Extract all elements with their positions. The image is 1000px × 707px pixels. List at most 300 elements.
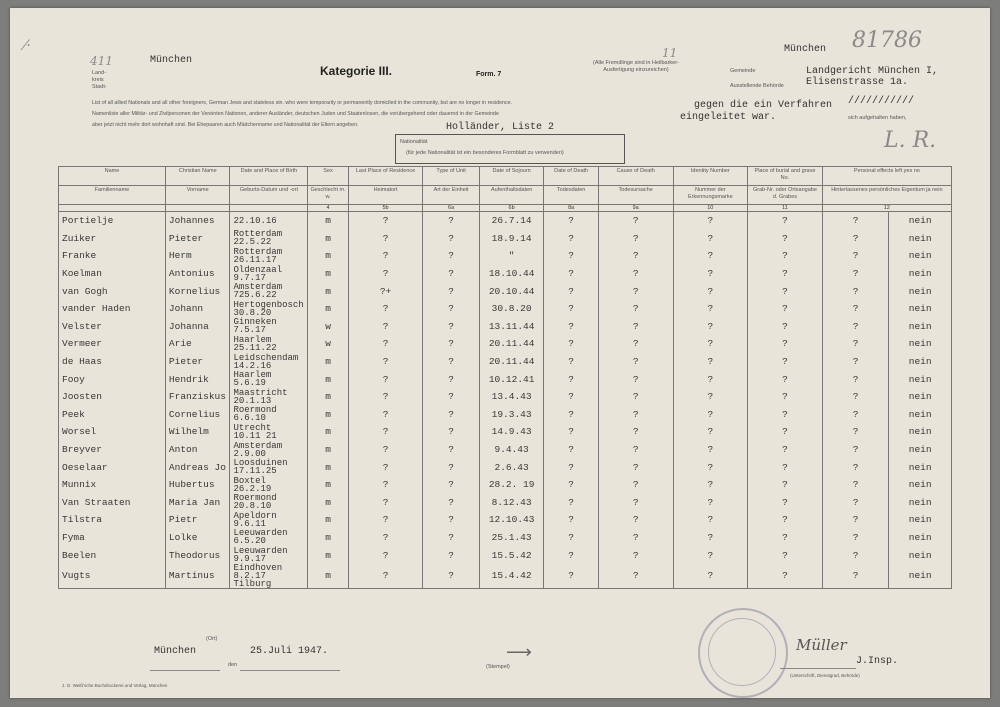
cell-no: nein: [889, 265, 952, 283]
cell-sex: m: [308, 230, 348, 248]
table-row: [59, 230, 952, 248]
birth-place: Hertogenbosch: [233, 299, 304, 310]
cell-sojourn: ": [479, 247, 544, 265]
cell-cause: ?: [598, 494, 673, 512]
ort-line: [150, 670, 220, 671]
cell-cause: ?: [598, 511, 673, 529]
cell-no: nein: [889, 406, 952, 424]
table-row: [59, 300, 952, 318]
cell-no: nein: [889, 564, 952, 589]
cell-sojourn: 13.4.43: [479, 388, 544, 406]
cell-birth: [230, 230, 308, 248]
cell-grave: ?: [748, 423, 823, 441]
col-christian-en: Christian Name: [165, 167, 230, 186]
cell-first: Andreas Jo: [165, 458, 230, 476]
table-row: [59, 247, 952, 265]
birth-date: 20.1.13: [233, 395, 272, 406]
cell-birth: [230, 546, 308, 564]
cell-birth: [230, 423, 308, 441]
cell-unit: ?: [423, 423, 479, 441]
official-stamp: [698, 608, 788, 698]
cell-name: Joosten: [59, 388, 166, 406]
cell-grave: ?: [748, 318, 823, 336]
cell-grave: ?: [748, 546, 823, 564]
cell-no: nein: [889, 230, 952, 248]
cell-unit: ?: [423, 388, 479, 406]
birth-date: 25.11.22: [233, 342, 277, 353]
cell-sex: m: [308, 212, 348, 230]
cell-residence: ?: [348, 353, 423, 371]
cell-birth: [230, 265, 308, 283]
cell-sex: m: [308, 388, 348, 406]
cell-sojourn: 12.10.43: [479, 511, 544, 529]
cell-ident: ?: [673, 265, 748, 283]
cell-name: Velster: [59, 318, 166, 336]
cell-residence: ?: [348, 441, 423, 459]
signature-label: (Unterschrift, Dienstgrad, Behörde): [790, 673, 860, 678]
cell-no: nein: [889, 282, 952, 300]
birth-date: 5.6.19: [233, 378, 266, 389]
col-sex-de: Geschlecht m. w.: [308, 186, 348, 205]
cell-grave: ?: [748, 353, 823, 371]
cell-sojourn: 14.9.43: [479, 423, 544, 441]
cell-no: nein: [889, 423, 952, 441]
arrow-icon: ⟶: [506, 642, 532, 662]
birth-date: 26.11.17: [233, 254, 277, 265]
typed-slashes: ///////////: [848, 96, 915, 107]
column-number: 9a: [598, 205, 673, 212]
birth-place-last: Tilburg: [233, 578, 272, 589]
printer-imprint: J. G. Weiß'sche Buchdruckerei und Verlag, München: [62, 683, 168, 688]
cell-sojourn: 13.11.44: [479, 318, 544, 336]
cell-cause: ?: [598, 388, 673, 406]
cell-no: nein: [889, 370, 952, 388]
cell-sex: m: [308, 282, 348, 300]
col-unit-en: Type of Unit: [423, 167, 479, 186]
cell-yes: ?: [822, 458, 889, 476]
table-row: [59, 546, 952, 564]
cell-first: Hubertus: [165, 476, 230, 494]
cell-unit: ?: [423, 458, 479, 476]
cell-residence: ?: [348, 230, 423, 248]
cell-unit: ?: [423, 529, 479, 547]
cell-cause: ?: [598, 441, 673, 459]
handwritten-number: 81786: [852, 28, 922, 53]
birth-place: Leeuwarden: [233, 546, 288, 557]
cell-name: Breyver: [59, 441, 166, 459]
cell-sojourn: 10.12.41: [479, 370, 544, 388]
birth-place: Haarlem: [233, 370, 272, 381]
cell-ident: ?: [673, 335, 748, 353]
signature-title: J.Insp.: [856, 656, 899, 667]
cell-death: ?: [544, 494, 598, 512]
birth-place: Eindhoven: [233, 562, 283, 573]
cell-residence: ?: [348, 406, 423, 424]
col-ident-en: Identity Number: [673, 167, 748, 186]
cell-unit: ?: [423, 564, 479, 589]
cell-birth: [230, 353, 308, 371]
birth-date: 9.6.11: [233, 518, 266, 529]
cell-cause: ?: [598, 212, 673, 230]
intro-line-couples: aber jetzt nicht mehr dort wohnhaft sind. Bei Ehepaaren auch Mädchenname und Nationalität der Eltern angeben.: [92, 122, 359, 128]
cell-first: Cornelius: [165, 406, 230, 424]
cell-yes: ?: [822, 318, 889, 336]
cell-name: van Gogh: [59, 282, 166, 300]
col-grave-de: Grab-Nr. oder Ortsangabe d. Grabes: [748, 186, 823, 205]
cell-no: nein: [889, 318, 952, 336]
cell-sojourn: 28.2. 19: [479, 476, 544, 494]
cell-ident: ?: [673, 406, 748, 424]
cell-cause: ?: [598, 406, 673, 424]
authority-line1: Landgericht München I,: [806, 66, 939, 77]
foreigner-note: (Alle Fremdlinge sind in Heilbarker- Ausfertigung einzureichen): [593, 60, 679, 73]
cell-name: Koelman: [59, 265, 166, 283]
typed-insert-verfahren: gegen die ein Verfahren: [694, 100, 833, 111]
cell-cause: ?: [598, 335, 673, 353]
cell-first: Theodorus: [165, 546, 230, 564]
cell-grave: ?: [748, 265, 823, 283]
cell-grave: ?: [748, 282, 823, 300]
birth-date: 17.11.25: [233, 466, 277, 477]
column-number: 4: [308, 205, 348, 212]
cell-birth: [230, 370, 308, 388]
col-sojourn-en: Date of Sojourn: [479, 167, 544, 186]
cell-yes: ?: [822, 265, 889, 283]
cell-cause: ?: [598, 247, 673, 265]
cell-no: nein: [889, 494, 952, 512]
birth-date: 26.2.19: [233, 483, 272, 494]
city-top: München: [150, 55, 193, 66]
cell-death: ?: [544, 406, 598, 424]
gemeinde-label: Gemeinde: [730, 68, 756, 74]
column-number: 8a: [544, 205, 598, 212]
cell-sojourn: 2.6.43: [479, 458, 544, 476]
pencil-mark: ⁄·: [24, 38, 31, 54]
cell-ident: ?: [673, 388, 748, 406]
cell-birth: [230, 282, 308, 300]
cell-ident: ?: [673, 212, 748, 230]
cell-first: Franziskus: [165, 388, 230, 406]
cell-sojourn: 15.4.42: [479, 564, 544, 589]
birth-date: 8.2.17: [233, 570, 266, 581]
cell-no: nein: [889, 511, 952, 529]
cell-sojourn: 18.9.14: [479, 230, 544, 248]
table-row: [59, 423, 952, 441]
cell-unit: ?: [423, 282, 479, 300]
cell-yes: ?: [822, 230, 889, 248]
column-number: 10: [673, 205, 748, 212]
cell-name: Fooy: [59, 370, 166, 388]
cell-residence: ?: [348, 212, 423, 230]
birth-place: Maastricht: [233, 387, 288, 398]
cell-sojourn: 9.4.43: [479, 441, 544, 459]
cell-residence: ?: [348, 423, 423, 441]
table-row: [59, 265, 952, 283]
col-death-de: Todesdaten: [544, 186, 598, 205]
cell-first: Johanna: [165, 318, 230, 336]
cell-no: nein: [889, 388, 952, 406]
table-row: [59, 511, 952, 529]
cell-cause: ?: [598, 318, 673, 336]
cell-cause: ?: [598, 370, 673, 388]
ort-label: (Ort): [206, 636, 218, 642]
cell-unit: ?: [423, 212, 479, 230]
cell-ident: ?: [673, 511, 748, 529]
birth-place: Roermond: [233, 493, 277, 504]
cell-cause: ?: [598, 458, 673, 476]
birth-date: 725.6.22: [233, 290, 277, 301]
birth-place: Amsterdam: [233, 282, 283, 293]
nationality-box: [395, 134, 625, 164]
table-row: [59, 406, 952, 424]
birth-date: 30.8.20: [233, 307, 272, 318]
cell-ident: ?: [673, 282, 748, 300]
cell-sex: m: [308, 546, 348, 564]
birth-date: 6.5.20: [233, 536, 266, 547]
cell-death: ?: [544, 476, 598, 494]
cell-birth: [230, 406, 308, 424]
cell-no: nein: [889, 476, 952, 494]
cell-unit: ?: [423, 318, 479, 336]
cell-residence: ?: [348, 476, 423, 494]
cell-birth: [230, 494, 308, 512]
cell-sex: m: [308, 476, 348, 494]
birth-place: Boxtel: [233, 475, 266, 486]
cell-ident: ?: [673, 300, 748, 318]
col-residence-en: Last Place of Residence: [348, 167, 423, 186]
cell-death: ?: [544, 529, 598, 547]
col-death-en: Date of Death: [544, 167, 598, 186]
cell-sojourn: 20.11.44: [479, 335, 544, 353]
cell-unit: ?: [423, 265, 479, 283]
cell-death: ?: [544, 546, 598, 564]
cell-sex: w: [308, 318, 348, 336]
cell-unit: ?: [423, 370, 479, 388]
table-row: [59, 388, 952, 406]
column-number-row: [59, 205, 952, 212]
cell-residence: ?: [348, 494, 423, 512]
cell-first: Arie: [165, 335, 230, 353]
cell-grave: ?: [748, 494, 823, 512]
column-number: [230, 205, 308, 212]
cell-unit: ?: [423, 230, 479, 248]
cell-sex: m: [308, 265, 348, 283]
cell-birth: [230, 564, 308, 589]
cell-unit: ?: [423, 247, 479, 265]
cell-unit: ?: [423, 441, 479, 459]
birth-place: Leidschendam: [233, 352, 299, 363]
cell-ident: ?: [673, 494, 748, 512]
cell-ident: ?: [673, 318, 748, 336]
cell-name: Worsel: [59, 423, 166, 441]
birth-date: 22.5.22: [233, 237, 272, 248]
intro-line-german: Namenliste aller Militär- und Zivilpersonen der Vereinten Nationen, anderer Ausländer, deutschen Juden und Staatenlosen, die vorübergehend oder dauernd in der Gemeinde: [92, 111, 499, 117]
birth-place: Utrecht: [233, 422, 272, 433]
stadt-label: Stadt-: [92, 84, 107, 90]
cell-residence: ?: [348, 564, 423, 589]
cell-ident: ?: [673, 441, 748, 459]
header-row-german: [59, 186, 952, 205]
cell-birth: [230, 247, 308, 265]
cell-no: nein: [889, 247, 952, 265]
cell-yes: ?: [822, 476, 889, 494]
cell-cause: ?: [598, 230, 673, 248]
cell-first: Hendrik: [165, 370, 230, 388]
gemeinde-value: München: [784, 44, 827, 55]
birth-date: 9.9.17: [233, 554, 266, 565]
cell-first: Martinus: [165, 564, 230, 589]
birth-date: 7.5.17: [233, 325, 266, 336]
column-number: 5b: [348, 205, 423, 212]
document-title: Kategorie III.: [320, 64, 393, 78]
handwritten-initials: L. R.: [884, 128, 937, 153]
birth-place: Roermond: [233, 405, 277, 416]
cell-grave: ?: [748, 458, 823, 476]
stempel-label: (Stempel): [486, 664, 510, 670]
col-cause-de: Todesursache: [598, 186, 673, 205]
cell-sex: m: [308, 494, 348, 512]
cell-unit: ?: [423, 494, 479, 512]
cell-cause: ?: [598, 282, 673, 300]
cell-death: ?: [544, 335, 598, 353]
cell-first: Herm: [165, 247, 230, 265]
cell-ident: ?: [673, 458, 748, 476]
birth-place: Oldenzaal: [233, 264, 283, 275]
cell-sex: m: [308, 300, 348, 318]
birth-place: Haarlem: [233, 334, 272, 345]
signature-hand: Müller: [796, 636, 847, 654]
birth-date: 2.9.00: [233, 448, 266, 459]
den-label: den: [228, 662, 238, 668]
cell-first: Antonius: [165, 265, 230, 283]
footer-date: 25.Juli 1947.: [250, 646, 329, 657]
cell-grave: ?: [748, 441, 823, 459]
cell-sojourn: 18.10.44: [479, 265, 544, 283]
cell-residence: ?: [348, 511, 423, 529]
cell-death: ?: [544, 318, 598, 336]
table-row: [59, 494, 952, 512]
cell-ident: ?: [673, 370, 748, 388]
cell-no: nein: [889, 441, 952, 459]
cell-sojourn: 20.10.44: [479, 282, 544, 300]
cell-grave: ?: [748, 335, 823, 353]
table-row: [59, 212, 952, 230]
table-row: [59, 353, 952, 371]
cell-sojourn: 25.1.43: [479, 529, 544, 547]
birth-place: Rotterdam: [233, 246, 283, 257]
birth-date: 9.7.17: [233, 272, 266, 283]
cell-name: Vugts: [59, 564, 166, 589]
birth-date: 6.6.10: [233, 413, 266, 424]
cell-grave: ?: [748, 230, 823, 248]
cell-unit: ?: [423, 406, 479, 424]
cell-cause: ?: [598, 529, 673, 547]
cell-name: Fyma: [59, 529, 166, 547]
cell-first: Johann: [165, 300, 230, 318]
cell-yes: ?: [822, 441, 889, 459]
cell-death: ?: [544, 423, 598, 441]
col-unit-de: Art der Einheit: [423, 186, 479, 205]
cell-grave: ?: [748, 370, 823, 388]
col-residence-de: Heimatort: [348, 186, 423, 205]
land-kreis-label: Land- kreis: [92, 70, 107, 83]
cell-sex: w: [308, 335, 348, 353]
table-row: [59, 335, 952, 353]
cell-yes: ?: [822, 388, 889, 406]
cell-sex: m: [308, 441, 348, 459]
col-effects-de: Hinterlassenes persönliches Eigentum ja nein: [822, 186, 951, 205]
cell-name: de Haas: [59, 353, 166, 371]
cell-sojourn: 30.8.20: [479, 300, 544, 318]
cell-yes: ?: [822, 564, 889, 589]
cell-name: Peek: [59, 406, 166, 424]
cell-name: Zuiker: [59, 230, 166, 248]
cell-yes: ?: [822, 511, 889, 529]
cell-grave: ?: [748, 212, 823, 230]
cell-sex: m: [308, 529, 348, 547]
cell-residence: ?: [348, 247, 423, 265]
cell-first: Pieter: [165, 230, 230, 248]
cell-name: Beelen: [59, 546, 166, 564]
cell-sex: m: [308, 564, 348, 589]
cell-first: Kornelius: [165, 282, 230, 300]
cell-ident: ?: [673, 546, 748, 564]
cell-ident: ?: [673, 476, 748, 494]
cell-birth: [230, 458, 308, 476]
cell-death: ?: [544, 388, 598, 406]
col-birth-de: Geburts-Datum und -ort: [230, 186, 308, 205]
cell-sojourn: 26.7.14: [479, 212, 544, 230]
cell-ident: ?: [673, 529, 748, 547]
col-sojourn-de: Aufenthaltsdaten: [479, 186, 544, 205]
cell-first: Lolke: [165, 529, 230, 547]
column-number: 6b: [479, 205, 544, 212]
cell-yes: ?: [822, 529, 889, 547]
cell-cause: ?: [598, 564, 673, 589]
cell-residence: ?: [348, 265, 423, 283]
cell-grave: ?: [748, 388, 823, 406]
cell-sex: m: [308, 406, 348, 424]
col-ident-de: Nummer der Erkennungsmarke: [673, 186, 748, 205]
cell-death: ?: [544, 564, 598, 589]
cell-birth: [230, 511, 308, 529]
birth-date: 22.10.16: [233, 215, 277, 226]
cell-yes: ?: [822, 247, 889, 265]
cell-birth: [230, 388, 308, 406]
table-row: [59, 370, 952, 388]
cell-name: Oeselaar: [59, 458, 166, 476]
cell-first: Pietr: [165, 511, 230, 529]
cell-yes: ?: [822, 406, 889, 424]
cell-ident: ?: [673, 230, 748, 248]
col-cause-en: Cause of Death: [598, 167, 673, 186]
birth-date: 10.11 21: [233, 430, 277, 441]
cell-yes: ?: [822, 423, 889, 441]
cell-sojourn: 19.3.43: [479, 406, 544, 424]
cell-cause: ?: [598, 353, 673, 371]
table-row: [59, 476, 952, 494]
cell-death: ?: [544, 282, 598, 300]
birth-place: Ginneken: [233, 317, 277, 328]
cell-yes: ?: [822, 335, 889, 353]
cell-yes: ?: [822, 353, 889, 371]
table-row: [59, 318, 952, 336]
cell-grave: ?: [748, 511, 823, 529]
cell-sojourn: 15.5.42: [479, 546, 544, 564]
cell-unit: ?: [423, 511, 479, 529]
archive-ref-left: 411: [90, 54, 113, 68]
cell-residence: ?: [348, 300, 423, 318]
